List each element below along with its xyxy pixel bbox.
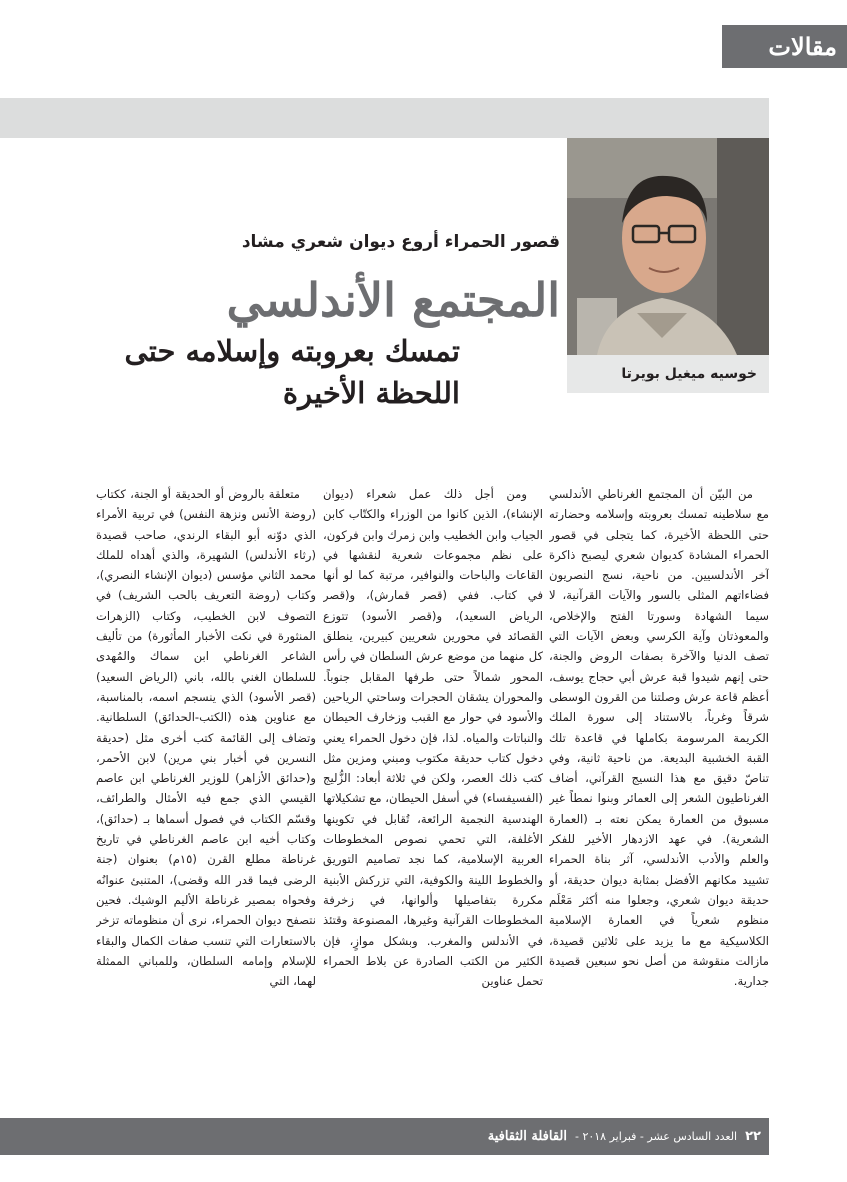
header-band [0, 98, 769, 138]
photo-caption [567, 355, 769, 393]
caption-text: خوسيه ميغيل بويرتا [621, 366, 757, 382]
article-kicker: قصور الحمراء أروع ديوان شعري مشاد [241, 232, 560, 252]
body-paragraph: من البيّن أن المجتمع الغرناطي الأندلسي مع سلاطينه تمسك بعروبته وإسلامه وحضارته حتى اللحظة الأخيرة، كما يتجلى في قصور الحمراء المشادة كديوان شعري ليصبح ذاكرة آخر الأندلسيين. من ناحية، نسج النصريون فضاءاتهم المثلى بالسور والآيات القرآنية، لا سيما الشهادة وسورتا الفتح والإخلاص، والمعوذتان وآية الكرسي وبعض الآيات التي تصف الدنيا والآخرة بصفات الروض والجنة، حتى إنهم شيدوا قبة عرش أبي حجاج يوسف، أعظم قاعة عرش وصلتنا من القرون الوسطى شرقاً وغرباً، بالاستناد إلى سورة الملك الكريمة المرسومة بكاملها في قاعدة تلك القبة الخشبية البديعة. من ناحية ثانية، وفي تناصّ دقيق مع هذا النسيج القرآني، أضاف الغرناطيون الشعر إلى العمائر وبنوا نمطاً غير مسبوق من العمارة يمكن نعته بـ (العمارة الشعرية). في عهد الازدهار الأخير للفكر والعلم والأدب الأندلسي، آثر بناة الحمراء تشييد مكانهم الأفضل بمثابة ديوان حديقة، أو حديقة ديوان شعري، وجعلوا منه أكثر مَعْلَم منظوم شعرياً في العمارة الإسلامية الكلاسيكية مع ما يزيد على ثلاثين قصيدة، مازالت منقوشة من أصل نحو سبعين قصيدة جدارية. [549, 487, 769, 989]
body-paragraph: متعلقة بالروض أو الحديقة أو الجنة، ككتاب (روضة الأنس ونزهة النفس) في تربية الأمراء الذي دوّنه أبو البقاء الرندي، صاحب قصيدة (رثاء الأندلس) الشهيرة، والذي أهداه للملك محمد الثاني مؤسس (ديوان الإنشاء النصري)، وكتاب (روضة التعريف بالحب الشريف) في التصوف لابن الخطيب، وكتاب (الزهرات المنثورة في نكت الأخبار المأثورة) من تأليف الشاعر الغرناطي ابن سماك والمُهدى للسلطان الغني بالله، باني (الرياض السعيد) (قصر الأسود) الذي ينسجم اسمه، بالمناسبة، مع عناوين هذه (الكتب-الحدائق) السلطانية. وتضاف إلى القائمة كتب أخرى مثل (حديقة النسرين في أخبار بني مرين) لابن الأحمر، و(حدائق الأزاهر) للوزير الغرناطي ابن عاصم القيسي الذي جمع فيه الأمثال والطرائف، وقسّم الكتاب في فصول أسماها بـ (حدائق)، وكتاب أخيه ابن عاصم الغرناطي في تاريخ غرناطة مطلع القرن (١٥م) بعنوان (جنة الرضى فيما قدر الله وقضى)، المتنبئ عنوانُه وفحواه بمصير غرناطة الأليم الوشيك. فحين نتصفح ديوان الحمراء، نرى أن منظوماته تزخر بالاستعارات التي تنسب صفات الكمال والبقاء للإسلام وإمامه السلطان، وللمباني الممثلة لهما، التي [96, 487, 316, 989]
body-paragraph: ومن أجل ذلك عمل شعراء (ديوان الإنشاء)، الذين كانوا من الوزراء والكتّاب كابن الجياب وابن الخطيب وابن زمرك وابن فركون، على نظم مجموعات شعرية لنقشها في القاعات والباحات والنوافير، مرتبة كما لو أنها في كتاب. ففي (قصر قمارش)، و(قصر الرياض السعيد)، و(قصر الأسود) تتوزع القصائد في محورين شعريين كبيرين، ينطلق كل منهما من موضع عرش السلطان في رأس المحور شمالاً حتى طرفها المقابل جنوباً. والمحوران يشقان الحجرات وساحتي الرياحين والأسود في حوار مع القبب وزخارف الحيطان والنباتات والمياه. لذا، فإن دخول الحمراء يعني دخول كتاب حديقة مكتوب ومبني ومزين مثل كتب ذلك العصر، ولكن في ثلاثة أبعاد: الزُّليج (الفسيفساء) في أسفل الحيطان، مع تشكيلاتها الهندسية النجمية الرائعة، تُقابل في تكوينها الأغلفة، التي تحمي نصوص المخطوطات العربية الإسلامية، كما نجد تصاميم التوريق والخطوط اللينة والكوفية، التي تزركش الأبنية مكررة بتفاصيلها وألوانها، في زخرفة المخطوطات القرآنية وغيرها، المصنوعة وقتئذ في الأندلس والمغرب. وبشكل موازٍ، فإن الكثير من الكتب الصادرة عن بلاط الحمراء تحمل عناوين [323, 487, 543, 989]
body-column-1 [549, 484, 769, 1054]
portrait-illustration [567, 138, 769, 355]
magazine-name: القافلة الثقافية [487, 1129, 567, 1144]
body-column-2 [323, 484, 543, 1054]
body-column-3 [96, 484, 316, 1054]
author-photo [567, 138, 769, 355]
article-subhead: تمسك بعروبته وإسلامه حتى اللحظة الأخيرة [124, 334, 460, 410]
article-headline: المجتمع الأندلسي [226, 273, 560, 327]
page-number: ٢٢ [745, 1129, 761, 1144]
footer-bar [0, 1118, 769, 1155]
issue-line: العدد السادس عشر - فبراير ٢٠١٨ - [574, 1130, 738, 1143]
section-label: مقالات [768, 32, 837, 61]
section-tab [722, 25, 847, 68]
